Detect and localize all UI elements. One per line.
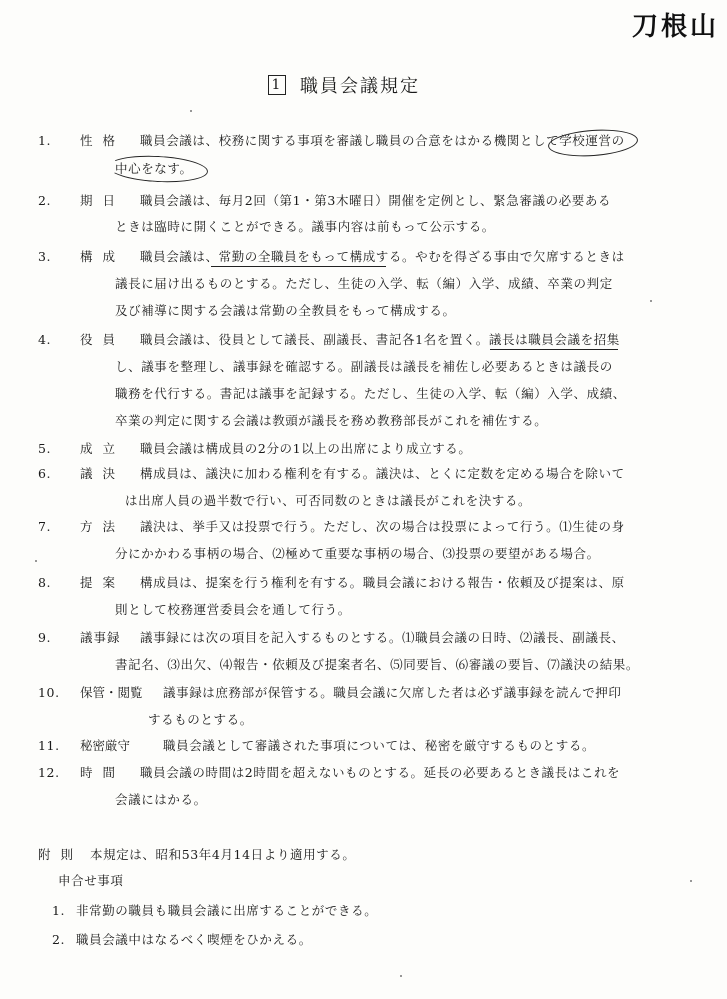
article-line: 構成員は、議決に加わる権利を有する。議決は、とくに定数を定める場合を除いて [140, 466, 625, 481]
school-stamp: 刀根山 [631, 12, 719, 42]
article-number: 4. [38, 332, 52, 347]
article-number: 7. [38, 519, 52, 534]
page-title [268, 72, 420, 98]
agreement-number: 2. [52, 932, 66, 947]
article-number: 1. [38, 133, 52, 148]
paper-speck [690, 880, 692, 882]
article-line: 職務を代行する。書記は議事を記録する。ただし、生徒の入学、転（編）入学、成績、 [115, 386, 626, 401]
agreement-number: 1. [52, 903, 66, 918]
agreement-text: 職員会議中はなるべく喫煙をひかえる。 [76, 932, 312, 947]
article-line: 分にかかわる事柄の場合、⑵極めて重要な事柄の場合、⑶投票の要望がある場合。 [115, 546, 600, 561]
article-number: 2. [38, 193, 52, 208]
supplementary-heading: 附 則 [38, 847, 76, 862]
article-line: 議事録は庶務部が保管する。職員会議に欠席した者は必ず議事録を読んで押印 [163, 685, 622, 700]
paper-speck [35, 560, 37, 562]
article-line: 中心をなす。 [115, 161, 193, 176]
article-heading: 時 間 [80, 765, 118, 780]
article-line: 構成員は、提案を行う権利を有する。職員会議における報告・依頼及び提案は、原 [140, 575, 625, 590]
article-line: 議長に届け出るものとする。ただし、生徒の入学、転（編）入学、成績、卒業の判定 [115, 276, 613, 291]
paper-speck [400, 975, 402, 977]
article-line: 職員会議は構成員の2分の1以上の出席により成立する。 [140, 441, 472, 456]
article-number: 10. [38, 685, 60, 700]
article-line: 会議にはかる。 [115, 792, 207, 807]
article-line: 議事録には次の項目を記入するものとする。⑴職員会議の日時、⑵議長、副議長、 [140, 630, 625, 645]
article-line: するものとする。 [148, 712, 253, 727]
article-heading: 議事録 [80, 630, 121, 645]
title-text: 職員会議規定 [300, 76, 420, 97]
supplementary-text: 本規定は、昭和53年4月14日より適用する。 [90, 847, 356, 862]
article-number: 5. [38, 441, 52, 456]
article-number: 9. [38, 630, 52, 645]
article-heading: 秘密厳守 [80, 738, 131, 753]
article-heading: 期 日 [80, 193, 118, 208]
article-line: し、議事を整理し、議事録を確認する。副議長は議長を補佐し必要あるときは議長の [115, 359, 613, 374]
article-line: 則として校務運営委員会を通して行う。 [115, 602, 351, 617]
handwritten-underline [490, 349, 618, 350]
article-number: 6. [38, 466, 52, 481]
article-heading: 提 案 [80, 575, 118, 590]
article-line: 職員会議は、役員として議長、副議長、書記各1名を置く。議長は職員会議を招集 [140, 332, 620, 347]
article-heading: 方 法 [80, 519, 118, 534]
article-line: は出席人員の過半数で行い、可否同数のときは議長がこれを決する。 [125, 493, 532, 508]
article-line: 議決は、挙手又は投票で行う。ただし、次の場合は投票によって行う。⑴生徒の身 [140, 519, 625, 534]
article-line: 卒業の判定に関する会議は教頭が議長を務め教務部長がこれを補佐する。 [115, 413, 548, 428]
article-number: 8. [38, 575, 52, 590]
article-line: 書記名、⑶出欠、⑷報告・依頼及び提案者名、⑸同要旨、⑹審議の要旨、⑺議決の結果。 [115, 657, 640, 672]
paper-speck [650, 300, 652, 302]
article-heading: 成 立 [80, 441, 118, 456]
article-heading: 構 成 [80, 249, 118, 264]
article-line: ときは臨時に開くことができる。議事内容は前もって公示する。 [115, 219, 495, 234]
handwritten-underline [211, 266, 386, 267]
title-number: 1 [268, 75, 286, 95]
agreements-title: 申合せ事項 [58, 873, 124, 888]
article-number: 3. [38, 249, 52, 264]
article-line: 及び補導に関する会議は常勤の全教員をもって構成する。 [115, 303, 456, 318]
article-number: 12. [38, 765, 60, 780]
article-heading: 議 決 [80, 466, 118, 481]
article-number: 11. [38, 738, 60, 753]
article-line: 職員会議は、毎月2回（第1・第3木曜日）開催を定例とし、緊急審議の必要ある [140, 193, 612, 208]
article-heading: 性 格 [80, 133, 118, 148]
article-line: 職員会議は、校務に関する事項を審議し職員の合意をはかる機関として学校運営の [140, 133, 625, 148]
article-line: 職員会議の時間は2時間を超えないものとする。延長の必要あるとき議長はこれを [140, 765, 621, 780]
article-line: 職員会議は、常勤の全職員をもって構成する。やむを得ざる事由で欠席するときは [140, 249, 625, 264]
paper-speck [190, 110, 192, 112]
article-line: 職員会議として審議された事項については、秘密を厳守するものとする。 [163, 738, 596, 753]
agreement-text: 非常勤の職員も職員会議に出席することができる。 [76, 903, 378, 918]
article-heading: 保管・閲覧 [80, 685, 143, 700]
article-heading: 役 員 [80, 332, 118, 347]
